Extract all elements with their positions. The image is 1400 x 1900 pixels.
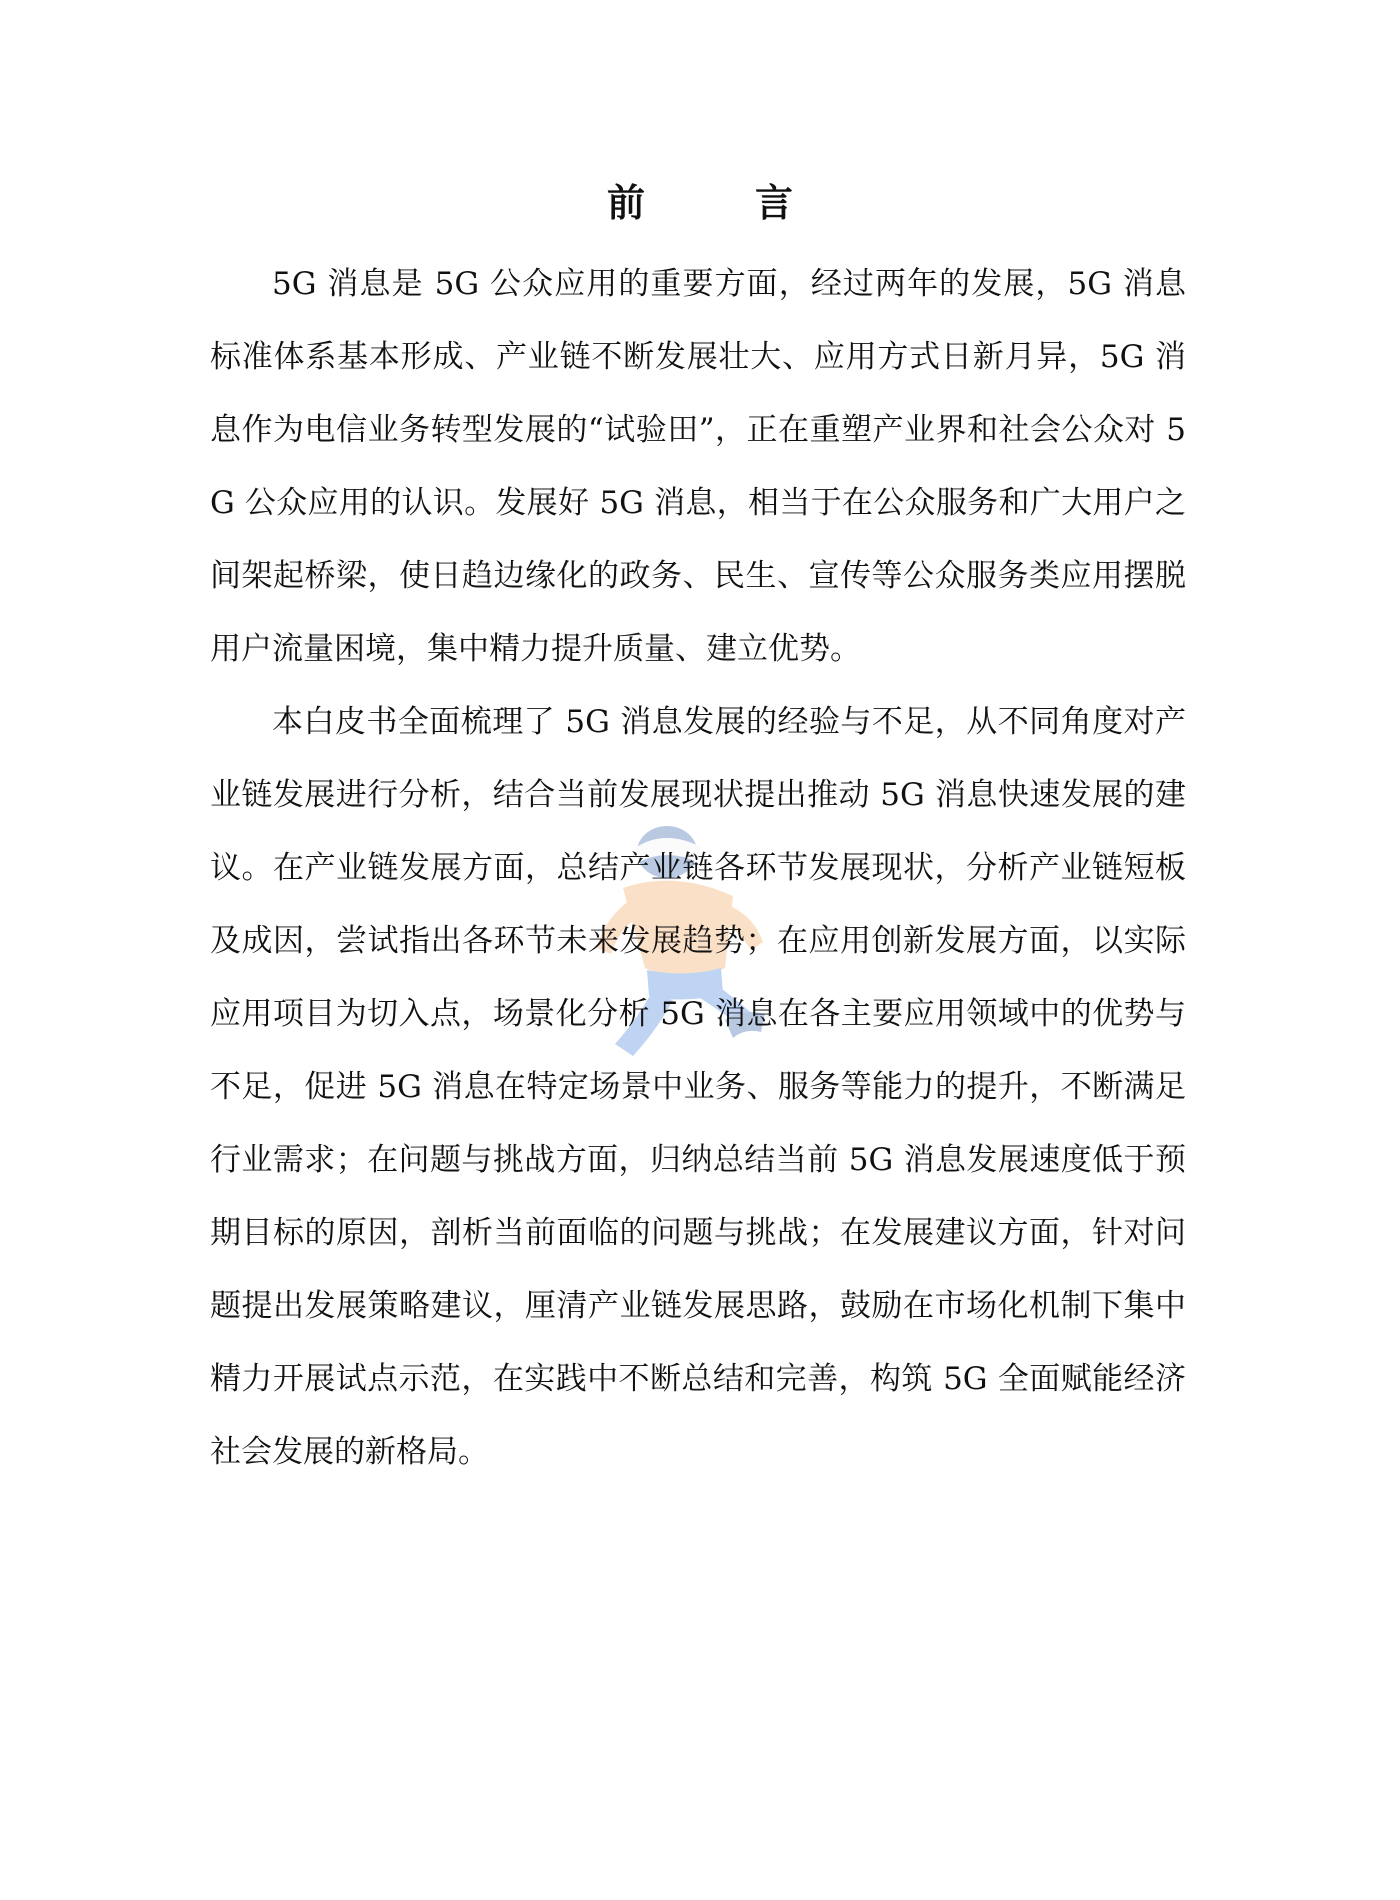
page-title: 前 言 [606, 181, 829, 225]
paragraph-2: 本白皮书全面梳理了 5G 消息发展的经验与不足，从不同角度对产业链发展进行分析，结合当前发展现状提出推动 5G 消息快速发展的建议。在产业链发展方面，总结产业链各环节发展现状，分析产业链短板及成因，尝试指出各环节未来发展趋势；在应用创新发展方面，以实际应用项目为切入点，场景化分析 5G 消息在各主要应用领域中的优势与不足，促进 5G 消息在特定场景中业务、服务等能力的提升，不断满足行业需求；在问题与挑战方面，归纳总结当前 5G 消息发展速度低于预期目标的原因，剖析当前面临的问题与挑战；在发展建议方面，针对问题提出发展策略建议，厘清产业链发展思路，鼓励在市场化机制下集中精力开展试点示范，在实践中不断总结和完善，构筑 5G 全面赋能经济社会发展的新格局。 [210, 704, 1186, 1470]
paragraph-1: 5G 消息是 5G 公众应用的重要方面，经过两年的发展，5G 消息标准体系基本形成、产业链不断发展壮大、应用方式日新月异，5G 消息作为电信业务转型发展的“试验田”，正在重塑产业界和社会公众对 5G 公众应用的认识。发展好 5G 消息，相当于在公众服务和广大用户之间架起桥梁，使日趋边缘化的政务、民生、宣传等公众服务类应用摆脱用户流量困境，集中精力提升质量、建立优势。 [210, 266, 1186, 667]
document-body [210, 248, 1186, 1489]
